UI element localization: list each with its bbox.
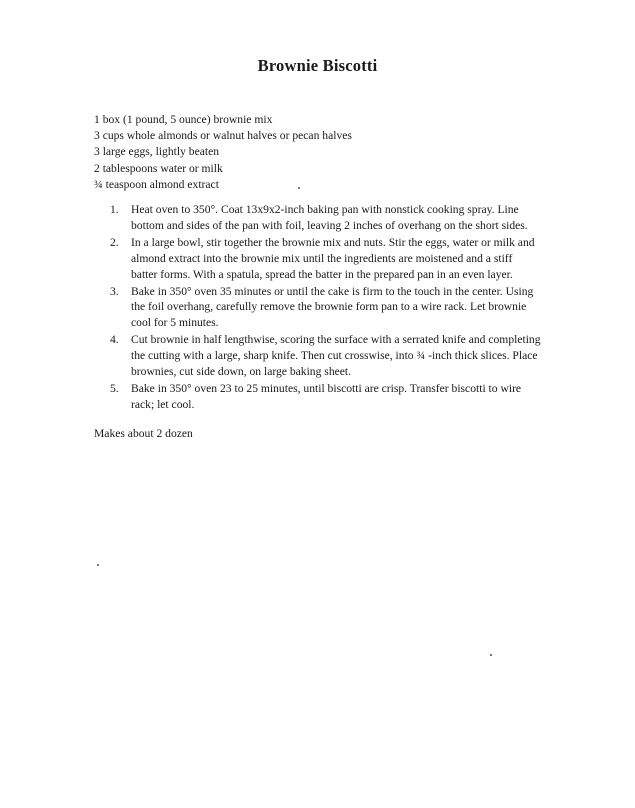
scan-speck	[97, 564, 99, 566]
ingredient-item: 3 cups whole almonds or walnut halves or pecan halves	[94, 129, 352, 143]
instruction-step	[0, 202, 541, 234]
step-text: In a large bowl, stir together the brownie mix and nuts. Stir the eggs, water or milk and almond extract into the brownie mix until the ingredients are moistened and a stiff batter forms. With a spatula, spread the batter in the prepared pan in an even layer.	[131, 235, 535, 281]
recipe-yield: Makes about 2 dozen	[94, 427, 193, 440]
step-text: Bake in 350° oven 23 to 25 minutes, until biscotti are crisp. Transfer biscotti to wire rack; let cool.	[131, 381, 522, 411]
step-text: Heat oven to 350°. Coat 13x9x2-inch baking pan with nonstick cooking spray. Line bottom and sides of the pan with foil, leaving 2 inches of overhang on the short sides.	[131, 203, 528, 232]
step-number: 3.	[110, 284, 119, 298]
instruction-step	[0, 235, 541, 283]
step-number: 1.	[110, 203, 119, 216]
step-number: 5.	[110, 381, 119, 395]
scan-speck	[490, 654, 492, 656]
recipe-title: Brownie Biscotti	[257, 56, 378, 75]
step-text: Cut brownie in half lengthwise, scoring the surface with a serrated knife and completing the cutting with a large, sharp knife. Then cut crosswise, into ¾ -inch thick slices. Place brownies, cut side down, on large baking sheet.	[131, 333, 541, 379]
ingredient-item: 1 box (1 pound, 5 ounce) brownie mix	[94, 113, 273, 126]
step-text: Bake in 350° oven 35 minutes or until the cake is firm to the touch in the center. Using the foil overhang, carefully remove the brownie form pan to a wire rack. Let brownie cool for 5 minutes.	[131, 284, 534, 330]
ingredient-item: ¾ teaspoon almond extract	[94, 177, 219, 191]
ingredient-item: 2 tablespoons water or milk	[94, 161, 223, 175]
step-number: 2.	[110, 235, 119, 249]
instruction-step	[0, 381, 541, 413]
step-number: 4.	[110, 333, 119, 347]
ingredient-item: 3 large eggs, lightly beaten	[94, 145, 220, 159]
ingredient-list	[94, 112, 352, 193]
instruction-list	[0, 202, 541, 414]
instruction-step	[0, 332, 541, 380]
instruction-step	[0, 284, 541, 332]
scan-speck	[298, 187, 300, 189]
